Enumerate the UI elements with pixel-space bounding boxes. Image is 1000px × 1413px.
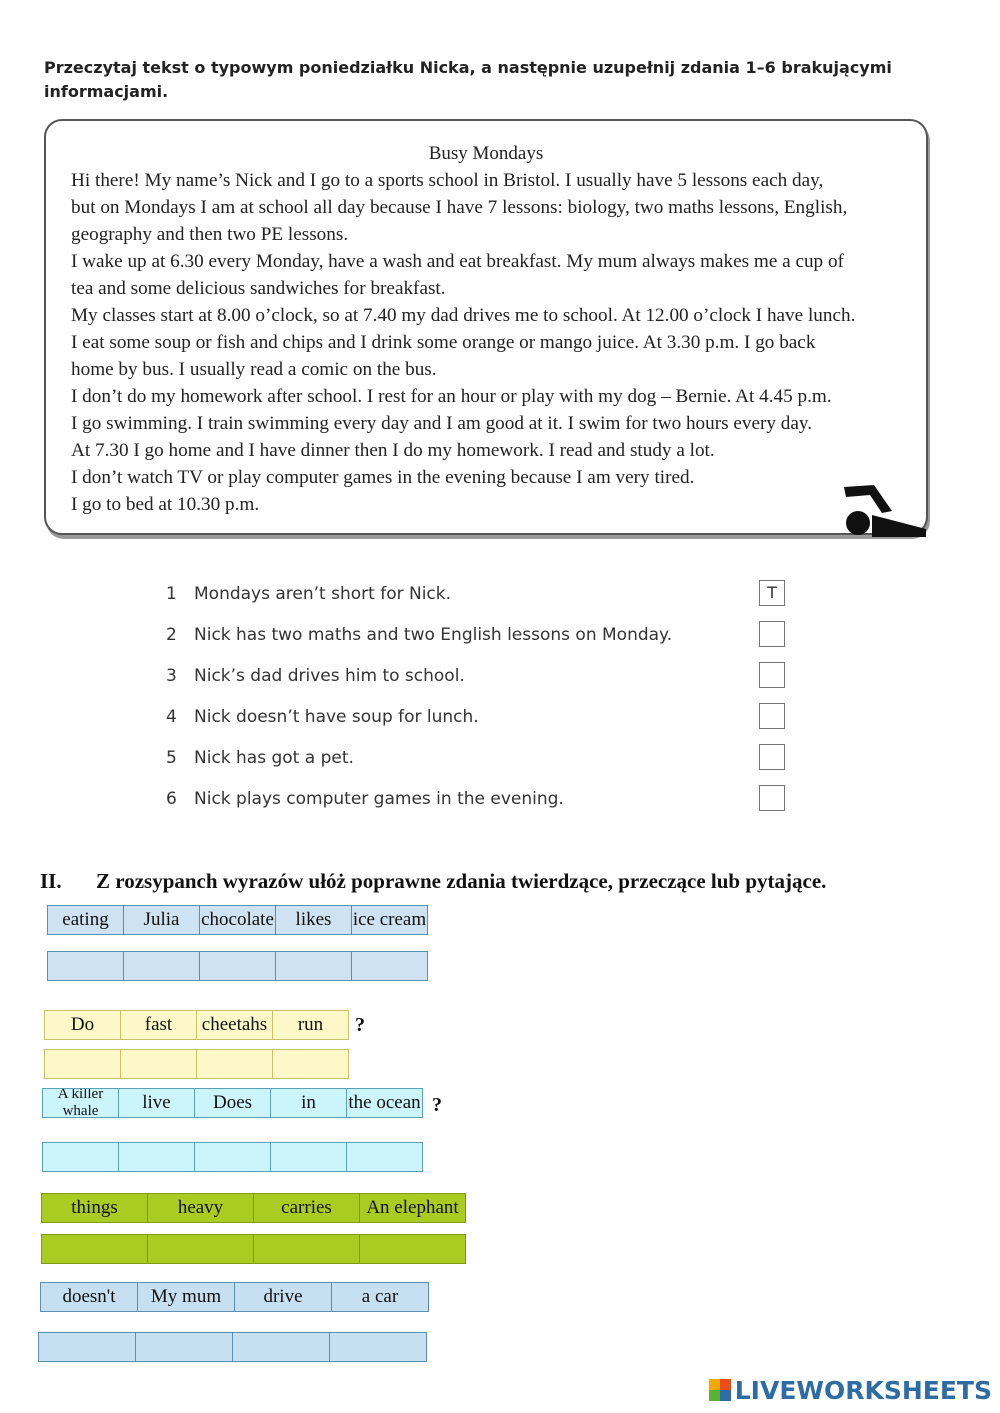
question-text: Nick’s dad drives him to school. — [194, 666, 465, 686]
answer-slot[interactable] — [346, 1142, 423, 1172]
answer-slot[interactable] — [359, 1234, 466, 1264]
reading-passage-box — [44, 119, 928, 535]
tf-question — [166, 662, 791, 692]
logo-icon — [709, 1379, 731, 1401]
question-text: Nick has got a pet. — [194, 748, 354, 768]
question-number: 4 — [166, 707, 177, 727]
reading-line: I eat some soup or fish and chips and I drink some orange or mango juice. At 3.30 p.m. I go back — [71, 332, 816, 353]
word-tile[interactable]: heavy — [147, 1193, 254, 1223]
section-2-heading — [40, 869, 940, 894]
word-tile[interactable]: doesn't — [40, 1282, 138, 1312]
question-text: Nick plays computer games in the evening. — [194, 789, 564, 809]
word-tile[interactable]: A killer whale — [42, 1088, 119, 1118]
reading-line: tea and some delicious sandwiches for breakfast. — [71, 278, 446, 299]
reading-line: geography and then two PE lessons. — [71, 224, 349, 245]
answer-box[interactable]: T — [759, 580, 785, 606]
answer-slot[interactable] — [270, 1142, 347, 1172]
word-tile[interactable]: likes — [275, 905, 352, 935]
instructions: Przeczytaj tekst o typowym poniedziałku Nicka, a następnie uzupełnij zdania 1–6 brakującymi informacjami. — [44, 58, 892, 101]
answer-slot[interactable] — [196, 1049, 273, 1079]
answer-slot[interactable] — [47, 951, 124, 981]
word-tile[interactable]: An elephant — [359, 1193, 466, 1223]
question-number: 2 — [166, 625, 177, 645]
word-tile[interactable]: Do — [44, 1010, 121, 1040]
answer-box[interactable] — [759, 703, 785, 729]
answer-box[interactable] — [759, 662, 785, 688]
tf-question — [166, 744, 791, 774]
answer-slot[interactable] — [120, 1049, 197, 1079]
word-tile[interactable]: the ocean — [346, 1088, 423, 1118]
scrambled-word-row — [40, 1282, 428, 1312]
answer-row — [47, 951, 427, 981]
word-tile[interactable]: Does — [194, 1088, 271, 1118]
word-tile[interactable]: fast — [120, 1010, 197, 1040]
reading-line: I wake up at 6.30 every Monday, have a wash and eat breakfast. My mum always makes me a cup of — [71, 251, 844, 272]
section-number: II. — [40, 869, 62, 893]
scrambled-word-row — [47, 905, 427, 935]
reading-line: At 7.30 I go home and I have dinner then I do my homework. I read and study a lot. — [71, 440, 715, 461]
answer-box[interactable] — [759, 785, 785, 811]
tf-question — [166, 580, 791, 610]
answer-row — [42, 1142, 422, 1172]
answer-slot[interactable] — [41, 1234, 148, 1264]
question-number: 1 — [166, 584, 177, 604]
swimmer-decoration-icon — [842, 481, 930, 537]
word-tile[interactable]: My mum — [137, 1282, 235, 1312]
answer-slot[interactable] — [42, 1142, 119, 1172]
answer-slot[interactable] — [232, 1332, 330, 1362]
reading-line: My classes start at 8.00 o’clock, so at 7.40 my dad drives me to school. At 12.00 o’clock I have lunch. — [71, 305, 856, 326]
answer-slot[interactable] — [253, 1234, 360, 1264]
answer-slot[interactable] — [135, 1332, 233, 1362]
word-tile[interactable]: run — [272, 1010, 349, 1040]
reading-line: home by bus. I usually read a comic on the bus. — [71, 359, 437, 380]
answer-box[interactable] — [759, 621, 785, 647]
answer-slot[interactable] — [351, 951, 428, 981]
liveworksheets-logo — [709, 1373, 992, 1407]
reading-body — [71, 167, 901, 518]
answer-slot[interactable] — [44, 1049, 121, 1079]
tf-question — [166, 785, 791, 815]
reading-line: Hi there! My name’s Nick and I go to a sports school in Bristol. I usually have 5 lessons each day, — [71, 170, 824, 191]
answer-slot[interactable] — [199, 951, 276, 981]
word-tile[interactable]: cheetahs — [196, 1010, 273, 1040]
reading-line: I don’t watch TV or play computer games in the evening because I am very tired. — [71, 467, 695, 488]
word-tile[interactable]: a car — [331, 1282, 429, 1312]
word-tile[interactable]: drive — [234, 1282, 332, 1312]
answer-box[interactable] — [759, 744, 785, 770]
answer-slot[interactable] — [123, 951, 200, 981]
word-tile[interactable]: live — [118, 1088, 195, 1118]
word-tile[interactable]: Julia — [123, 905, 200, 935]
answer-slot[interactable] — [38, 1332, 136, 1362]
question-text: Mondays aren’t short for Nick. — [194, 584, 452, 604]
answer-slot[interactable] — [329, 1332, 427, 1362]
reading-title: Busy Mondays — [428, 143, 544, 164]
answer-row — [44, 1049, 348, 1079]
answer-slot[interactable] — [272, 1049, 349, 1079]
answer-row — [41, 1234, 465, 1264]
question-text: Nick doesn’t have soup for lunch. — [194, 707, 479, 727]
reading-line: I go swimming. I train swimming every day and I am good at it. I swim for two hours every day. — [71, 413, 813, 434]
answer-slot[interactable] — [194, 1142, 271, 1172]
word-tile[interactable]: eating — [47, 905, 124, 935]
question-mark: ? — [432, 1094, 442, 1116]
reading-line: I go to bed at 10.30 p.m. — [71, 494, 260, 515]
reading-line: I don’t do my homework after school. I rest for an hour or play with my dog – Bernie. At 4.45 p.m. — [71, 386, 832, 407]
section-title: Z rozsypanch wyrazów ułóż poprawne zdania twierdzące, przeczące lub pytające. — [96, 869, 827, 893]
word-tile[interactable]: in — [270, 1088, 347, 1118]
logo-text: LIVEWORKSHEETS — [734, 1375, 992, 1405]
answer-row — [38, 1332, 426, 1362]
scrambled-word-row — [41, 1193, 465, 1223]
answer-slot[interactable] — [275, 951, 352, 981]
question-number: 5 — [166, 748, 177, 768]
question-number: 3 — [166, 666, 177, 686]
tf-question — [166, 621, 791, 651]
question-number: 6 — [166, 789, 177, 809]
question-text: Nick has two maths and two English lessons on Monday. — [194, 625, 673, 645]
word-tile[interactable]: chocolate — [199, 905, 276, 935]
word-tile[interactable]: things — [41, 1193, 148, 1223]
answer-slot[interactable] — [147, 1234, 254, 1264]
answer-slot[interactable] — [118, 1142, 195, 1172]
tf-question — [166, 703, 791, 733]
scrambled-word-row — [44, 1010, 348, 1040]
question-mark: ? — [355, 1014, 365, 1036]
scrambled-word-row — [42, 1088, 422, 1118]
word-tile[interactable]: carries — [253, 1193, 360, 1223]
word-tile[interactable]: ice cream — [351, 905, 428, 935]
reading-line: but on Mondays I am at school all day because I have 7 lessons: biology, two maths lessons, English, — [71, 197, 848, 218]
